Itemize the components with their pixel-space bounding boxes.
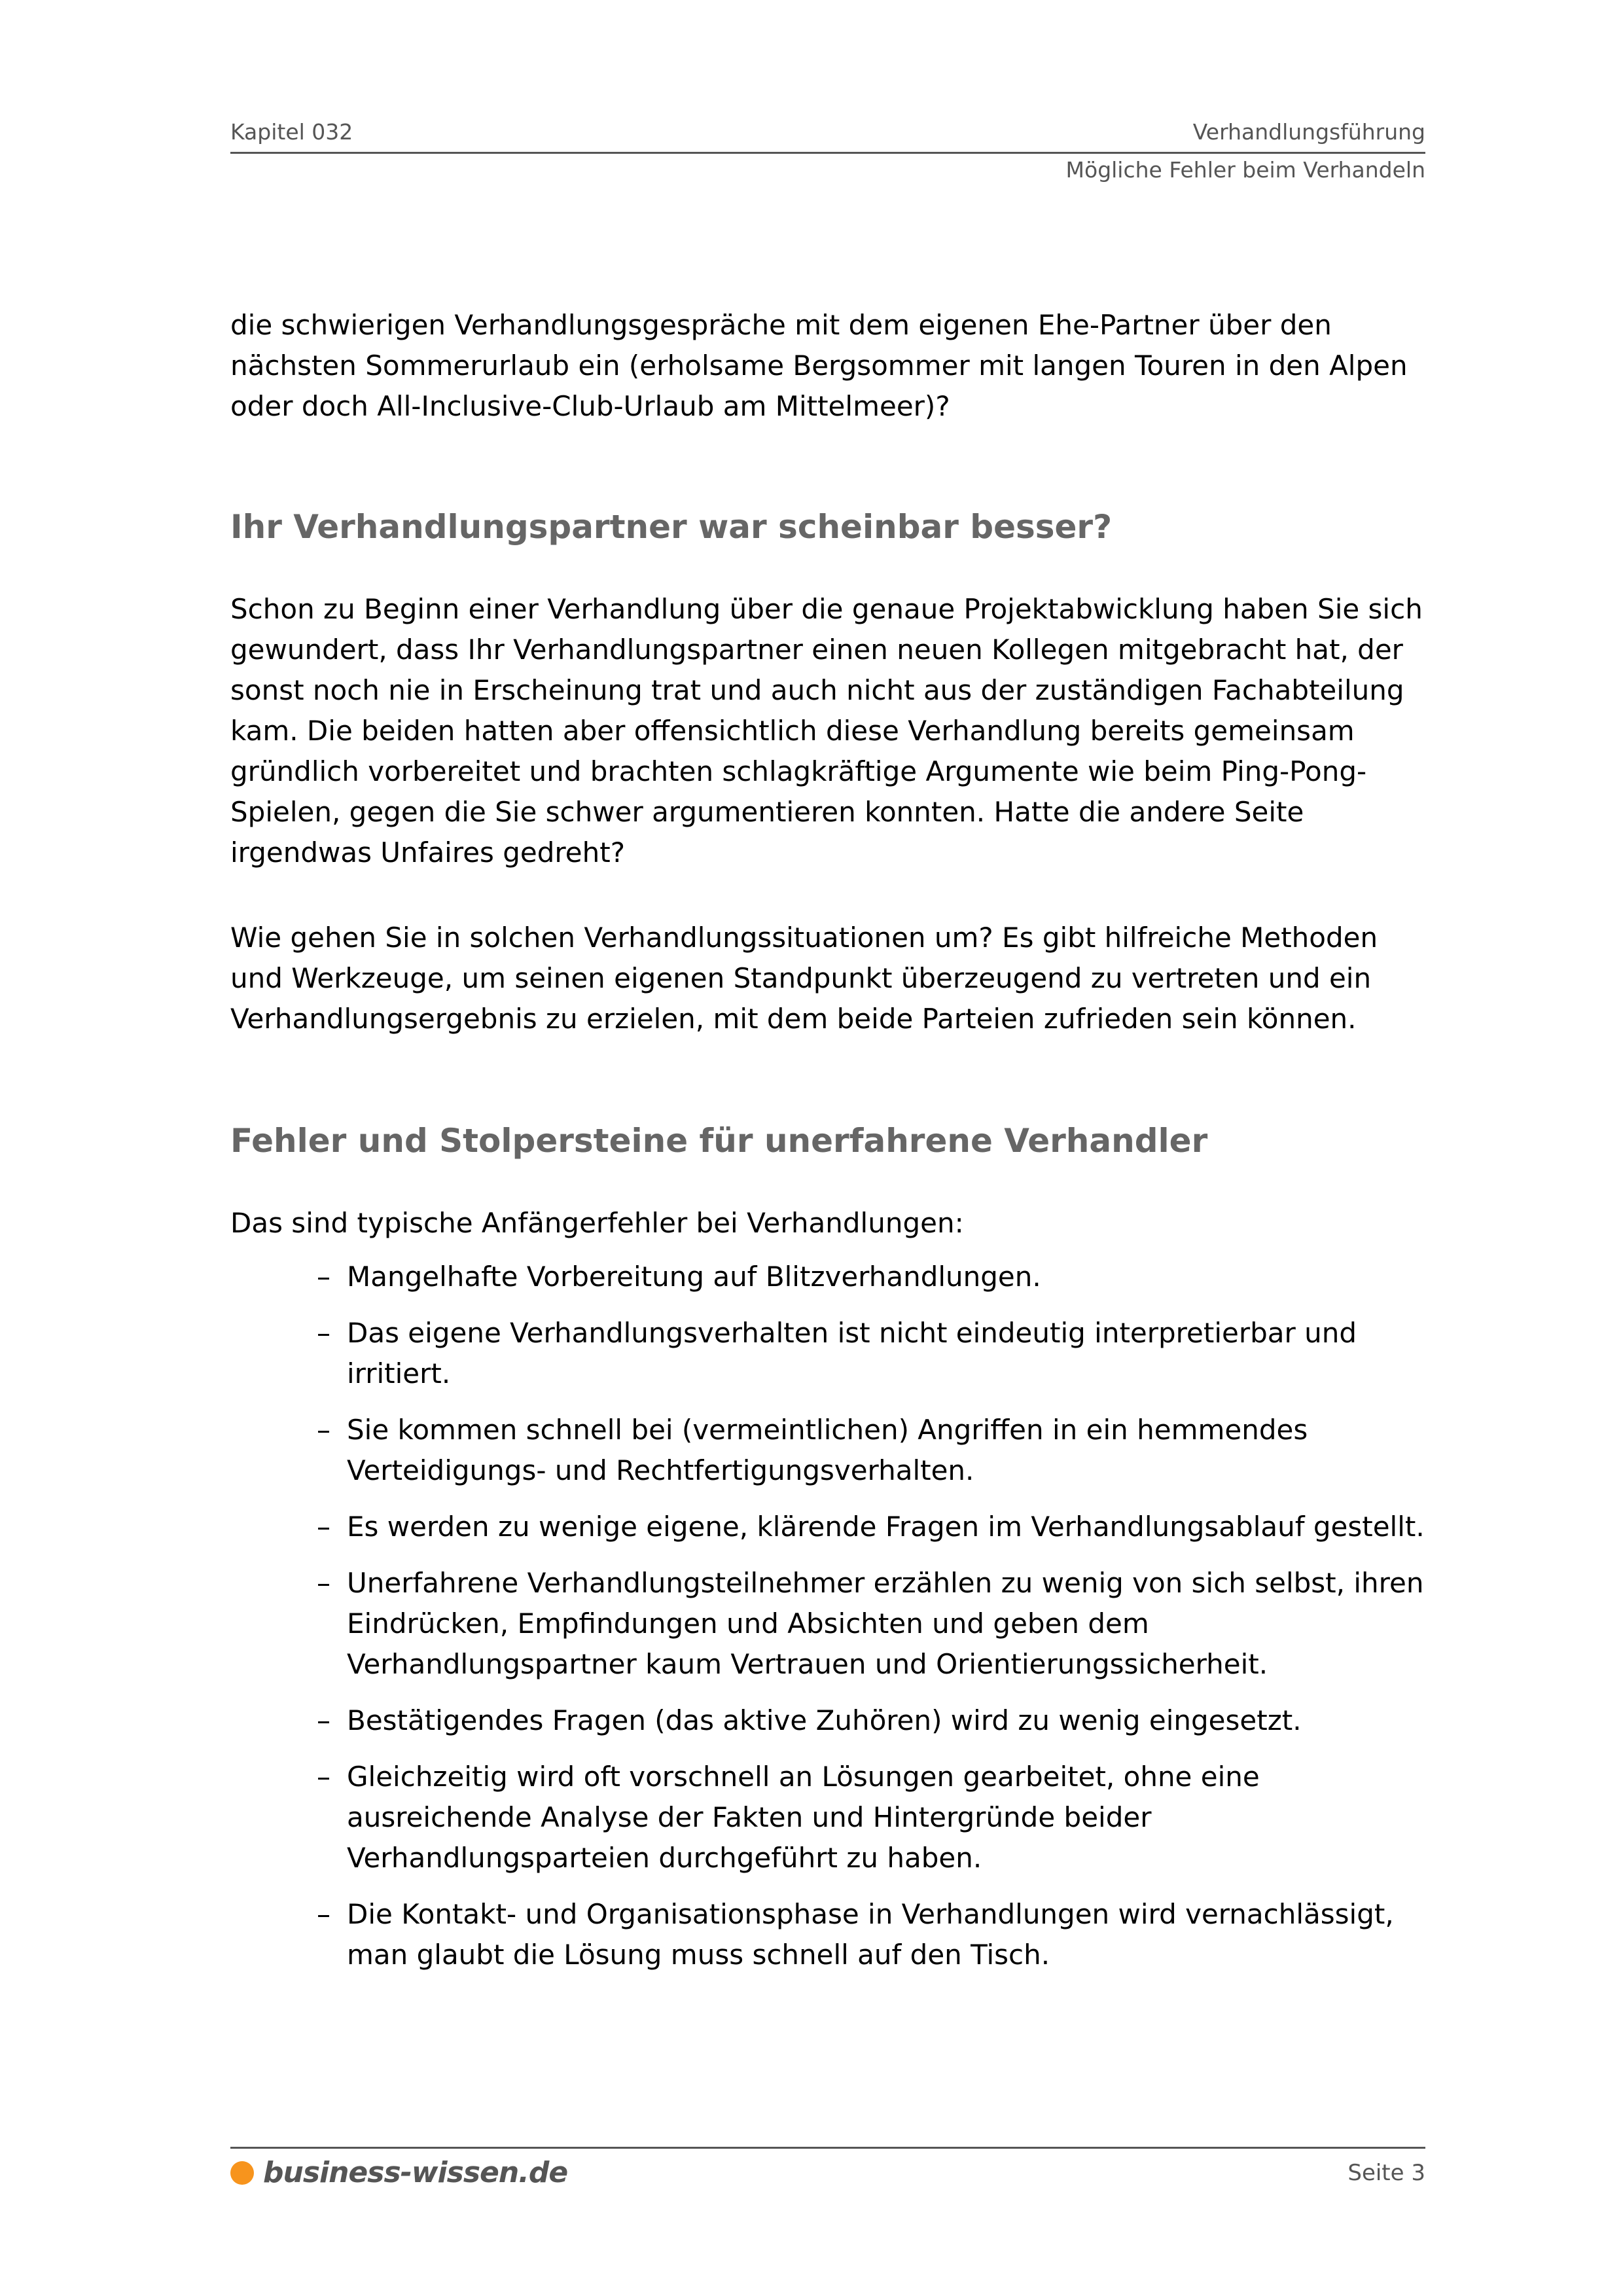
- list-item-text: Unerfahrene Verhandlungsteilnehmer erzählen zu wenig von sich selbst, ihren Eindrücken, Empfindungen und Absichten und geben dem Verhandlungspartner kaum Vertrauen und Orientierungssicherheit.: [347, 1567, 1424, 1680]
- section-heading-partner: Ihr Verhandlungspartner war scheinbar besser?: [230, 508, 1113, 546]
- list-item-text: Das eigene Verhandlungsverhalten ist nicht eindeutig interpretierbar und irritiert.: [347, 1317, 1357, 1390]
- dash-bullet: –: [317, 1567, 330, 1599]
- dash-bullet: –: [317, 1414, 330, 1446]
- paragraph-intro: die schwierigen Verhandlungsgespräche mit dem eigenen Ehe-Partner über den nächsten Sommerurlaub ein (erholsame Bergsommer mit langen Touren in den Alpen oder doch All-Inclusive-Club-Urlaub am Mittelmeer)?: [230, 309, 1408, 422]
- dash-bullet: –: [317, 1704, 330, 1736]
- list-item-text: Bestätigendes Fragen (das aktive Zuhören) wird zu wenig eingesetzt.: [347, 1704, 1302, 1736]
- chapter-label: Kapitel 032: [230, 119, 353, 145]
- dash-bullet: –: [317, 1261, 330, 1293]
- dash-bullet: –: [317, 1761, 330, 1793]
- section-heading-mistakes: Fehler und Stolpersteine für unerfahrene Verhandler: [230, 1122, 1208, 1160]
- list-item: [230, 1257, 1425, 1297]
- page-content: [230, 305, 1425, 1991]
- logo-text: business-wissen.de: [263, 2156, 568, 2189]
- logo[interactable]: [230, 2156, 567, 2189]
- list-item-text: Mangelhafte Vorbereitung auf Blitzverhandlungen.: [347, 1261, 1041, 1293]
- dash-bullet: –: [317, 1898, 330, 1930]
- header-divider: [230, 152, 1425, 154]
- paragraph-methods: Wie gehen Sie in solchen Verhandlungssituationen um? Es gibt hilfreiche Methoden und Werkzeuge, um seinen eigenen Standpunkt überzeugend zu vertreten und ein Verhandlungsergebnis zu erzielen, mit dem beide Parteien zufrieden sein können.: [230, 922, 1378, 1035]
- document-title: Verhandlungsführung: [1192, 119, 1425, 145]
- list-item: [230, 1894, 1425, 1975]
- list-item: [230, 1757, 1425, 1878]
- list-item-text: Die Kontakt- und Organisationsphase in Verhandlungen wird vernachlässigt, man glaubt die Lösung muss schnell auf den Tisch.: [347, 1898, 1394, 1971]
- mistakes-list: [230, 1257, 1425, 1975]
- dash-bullet: –: [317, 1511, 330, 1543]
- dash-bullet: –: [317, 1317, 330, 1349]
- list-item: [230, 1507, 1425, 1547]
- list-item: [230, 1313, 1425, 1394]
- list-item: [230, 1700, 1425, 1741]
- list-item: [230, 1410, 1425, 1491]
- logo-dot-icon: [230, 2161, 254, 2185]
- list-item-text: Sie kommen schnell bei (vermeintlichen) Angriffen in ein hemmendes Verteidigungs- und Rechtfertigungsverhalten.: [347, 1414, 1308, 1486]
- list-item-text: Es werden zu wenige eigene, klärende Fragen im Verhandlungsablauf gestellt.: [347, 1511, 1425, 1543]
- paragraph-scenario: Schon zu Beginn einer Verhandlung über die genaue Projektabwicklung haben Sie sich gewundert, dass Ihr Verhandlungspartner einen neuen Kollegen mitgebracht hat, der sonst noch nie in Erscheinung trat und auch nicht aus der zuständigen Fachabteilung kam. Die beiden hatten aber offensichtlich diese Verhandlung bereits gemeinsam gründlich vorbereitet und brachten schlagkräftige Argumente wie beim Ping-Pong-Spielen, gegen die Sie schwer argumentieren konnten. Hatte die andere Seite irgendwas Unfaires gedreht?: [230, 593, 1423, 869]
- list-item: [230, 1563, 1425, 1685]
- list-intro: Das sind typische Anfängerfehler bei Verhandlungen:: [230, 1207, 964, 1239]
- footer-divider: [230, 2147, 1425, 2149]
- page-number: Seite 3: [1347, 2160, 1425, 2186]
- list-item-text: Gleichzeitig wird oft vorschnell an Lösungen gearbeitet, ohne eine ausreichende Analyse der Fakten und Hintergründe beider Verhandlungsparteien durchgeführt zu haben.: [347, 1761, 1260, 1874]
- document-subtitle: Mögliche Fehler beim Verhandeln: [1065, 157, 1425, 183]
